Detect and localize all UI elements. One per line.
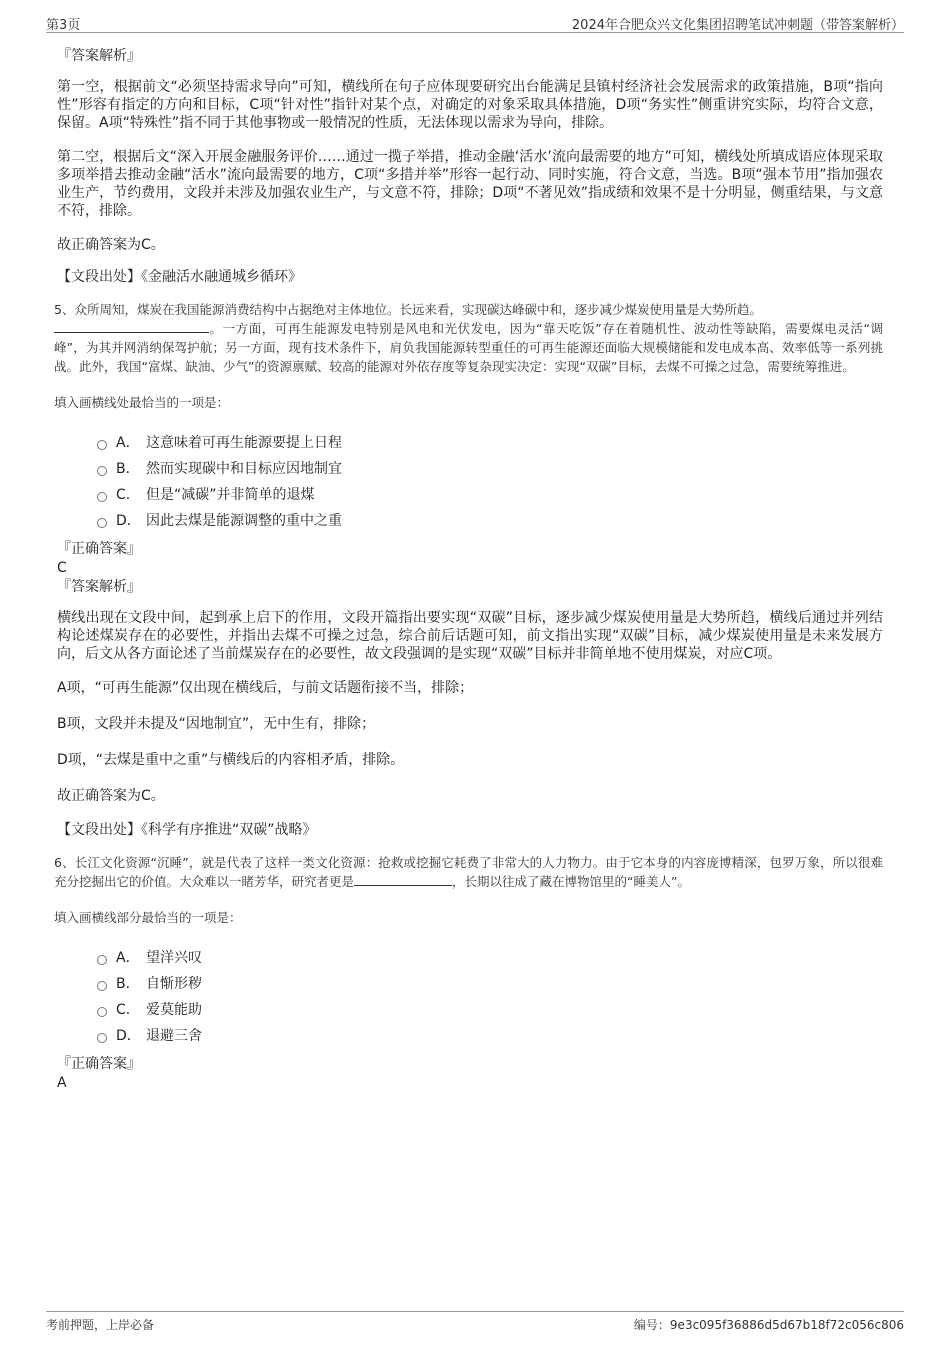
document-title: 2024年合肥众兴文化集团招聘笔试冲刺题（带答案解析） — [571, 18, 904, 33]
option-c[interactable] — [97, 997, 883, 1023]
document-code — [634, 1316, 904, 1333]
option-letter: D． — [116, 1028, 141, 1044]
option-b[interactable] — [97, 456, 883, 482]
radio-icon[interactable] — [97, 466, 107, 476]
option-a[interactable] — [97, 430, 883, 456]
radio-icon[interactable] — [97, 492, 107, 502]
page-header — [46, 12, 904, 33]
analysis-label: 『答案解析』 — [57, 48, 141, 64]
correct-answer-label: 『正确答案』 — [57, 1056, 141, 1072]
option-text: 自惭形秽 — [146, 976, 202, 992]
radio-icon[interactable] — [97, 981, 107, 991]
analysis-paragraph: A项，“可再生能源”仅出现在横线后，与前文话题衔接不当，排除； — [57, 680, 474, 696]
option-text: 爱莫能助 — [146, 1002, 202, 1018]
code-value: 9e3c095f36886d5d67b18f72c056c806 — [669, 1318, 904, 1332]
radio-icon[interactable] — [97, 518, 107, 528]
question-prompt: 填入画横线部分最恰当的一项是： — [54, 910, 242, 925]
option-text: 望洋兴叹 — [146, 950, 202, 966]
option-d[interactable] — [97, 1023, 883, 1049]
option-letter: C． — [116, 487, 140, 503]
analysis-paragraph: 第二空，根据后文“深入开展金融服务评价……通过一揽子举措，推动金融‘活水’流向最需要的地方”可知，横线处所填成语应体现采取多项举措去推动金融“活水”流向最需要的地方，C项“多措并举”形容一起行动、同时实施，符合文意，当选。B项“强本节用”指加强农业生产，节约费用，文段并未涉及加强农业生产，与文意不符，排除；D项“不著见效”指成绩和效果不是十分明显，侧重结果，与文意不符，排除。 — [57, 149, 883, 219]
question-prompt: 填入画横线处最恰当的一项是： — [54, 395, 230, 410]
question-number: 6、 — [54, 855, 75, 870]
option-text: 这意味着可再生能源要提上日程 — [146, 435, 342, 451]
option-c[interactable] — [97, 482, 883, 508]
analysis-paragraph: B项，文段并未提及“因地制宜”，无中生有，排除； — [57, 716, 376, 732]
correct-answer-label: 『正确答案』 — [57, 541, 141, 557]
option-letter: A． — [116, 435, 140, 451]
source-citation: 【文段出处】《科学有序推进“双碳”战略》 — [57, 822, 317, 838]
stem-text: ，长期以往成了藏在博物馆里的“睡美人”。 — [452, 874, 690, 889]
option-text: 退避三舍 — [146, 1028, 202, 1044]
option-a[interactable] — [97, 945, 883, 971]
stem-text: 众所周知，煤炭在我国能源消费结构中占据绝对主体地位。长远来看，实现碳达峰碳中和，逐步减少煤炭使用量是大势所趋。 — [74, 302, 762, 317]
option-list — [57, 430, 883, 534]
option-letter: B． — [116, 976, 140, 992]
stem-text: 。一方面，可再生能源发电特别是风电和光伏发电，因为“靠天吃饭”存在着随机性、波动性等缺陷，需要煤电灵活“调峰”，为其并网消纳保驾护航；另一方面，现有技术条件下，肩负我国能源转型重任的可再生能源还面临大规模储能和发电成本高、效率低等一系列挑战。此外，我国“富煤、缺油、少气”的资源禀赋、较高的能源对外依存度等复杂现实决定：实现“双碳”目标，去煤不可操之过急，需要统筹推进。 — [54, 321, 883, 374]
option-text: 因此去煤是能源调整的重中之重 — [146, 513, 342, 529]
fill-blank — [54, 320, 209, 333]
option-letter: D． — [116, 513, 141, 529]
footer-slogan: 考前押题，上岸必备 — [46, 1318, 155, 1332]
page-number: 第3页 — [46, 18, 81, 33]
question-stem — [54, 300, 883, 376]
question-number: 5、 — [54, 302, 75, 317]
radio-icon[interactable] — [97, 955, 107, 965]
radio-icon[interactable] — [97, 1033, 107, 1043]
code-label: 编号： — [633, 1318, 670, 1332]
option-b[interactable] — [97, 971, 883, 997]
page-footer — [46, 1311, 904, 1336]
analysis-paragraph: D项，“去煤是重中之重”与横线后的内容相矛盾，排除。 — [57, 752, 405, 768]
answer-conclusion: 故正确答案为C。 — [57, 237, 165, 253]
option-text: 然而实现碳中和目标应因地制宜 — [146, 461, 342, 477]
analysis-paragraph: 第一空，根据前文“必须坚持需求导向”可知，横线所在句子应体现要研究出台能满足县镇村经济社会发展需求的政策措施，B项“指向性”形容有指定的方向和目标，C项“针对性”指针对某个点，对确定的对象采取具体措施，D项“务实性”侧重讲究实际，均符合文意，保留。A项“特殊性”指不同于其他事物或一般情况的性质，无法体现以需求为导向，排除。 — [57, 79, 883, 131]
option-text: 但是“减碳”并非简单的退煤 — [146, 487, 315, 503]
page-content — [54, 46, 883, 1093]
analysis-paragraph: 横线出现在文段中间，起到承上启下的作用，文段开篇指出要实现“双碳”目标，逐步减少煤炭使用量是大势所趋，横线后通过并列结构论述煤炭存在的必要性，并指出去煤不可操之过急，综合前后话题可知，前文指出实现“双碳”目标，减少煤炭使用量是未来发展方向，后文从各方面论述了当前煤炭存在的必要性，故文段强调的是实现“双碳”目标并非简单地不使用煤炭，对应C项。 — [57, 610, 883, 662]
answer-conclusion: 故正确答案为C。 — [57, 788, 165, 804]
radio-icon[interactable] — [97, 440, 107, 450]
question-stem — [54, 853, 883, 891]
stem-text: 长江文化资源“沉睡”，就是代表了这样一类文化资源：抢救或挖掘它耗费了非常大的人力物力。由于它本身的内容庞博精深，包罗万象，所以很难充分挖掘出它的价值。大众难以一睹芳华，研究者更是 — [54, 855, 883, 889]
correct-answer: A — [57, 1075, 67, 1091]
option-d[interactable] — [97, 508, 883, 534]
option-list — [57, 945, 883, 1049]
correct-answer: C — [57, 560, 67, 576]
option-letter: B． — [116, 461, 140, 477]
source-citation: 【文段出处】《金融活水融通城乡循环》 — [57, 269, 302, 285]
option-letter: A． — [116, 950, 140, 966]
analysis-label: 『答案解析』 — [57, 579, 141, 595]
radio-icon[interactable] — [97, 1007, 107, 1017]
fill-blank — [354, 873, 452, 886]
option-letter: C． — [116, 1002, 140, 1018]
